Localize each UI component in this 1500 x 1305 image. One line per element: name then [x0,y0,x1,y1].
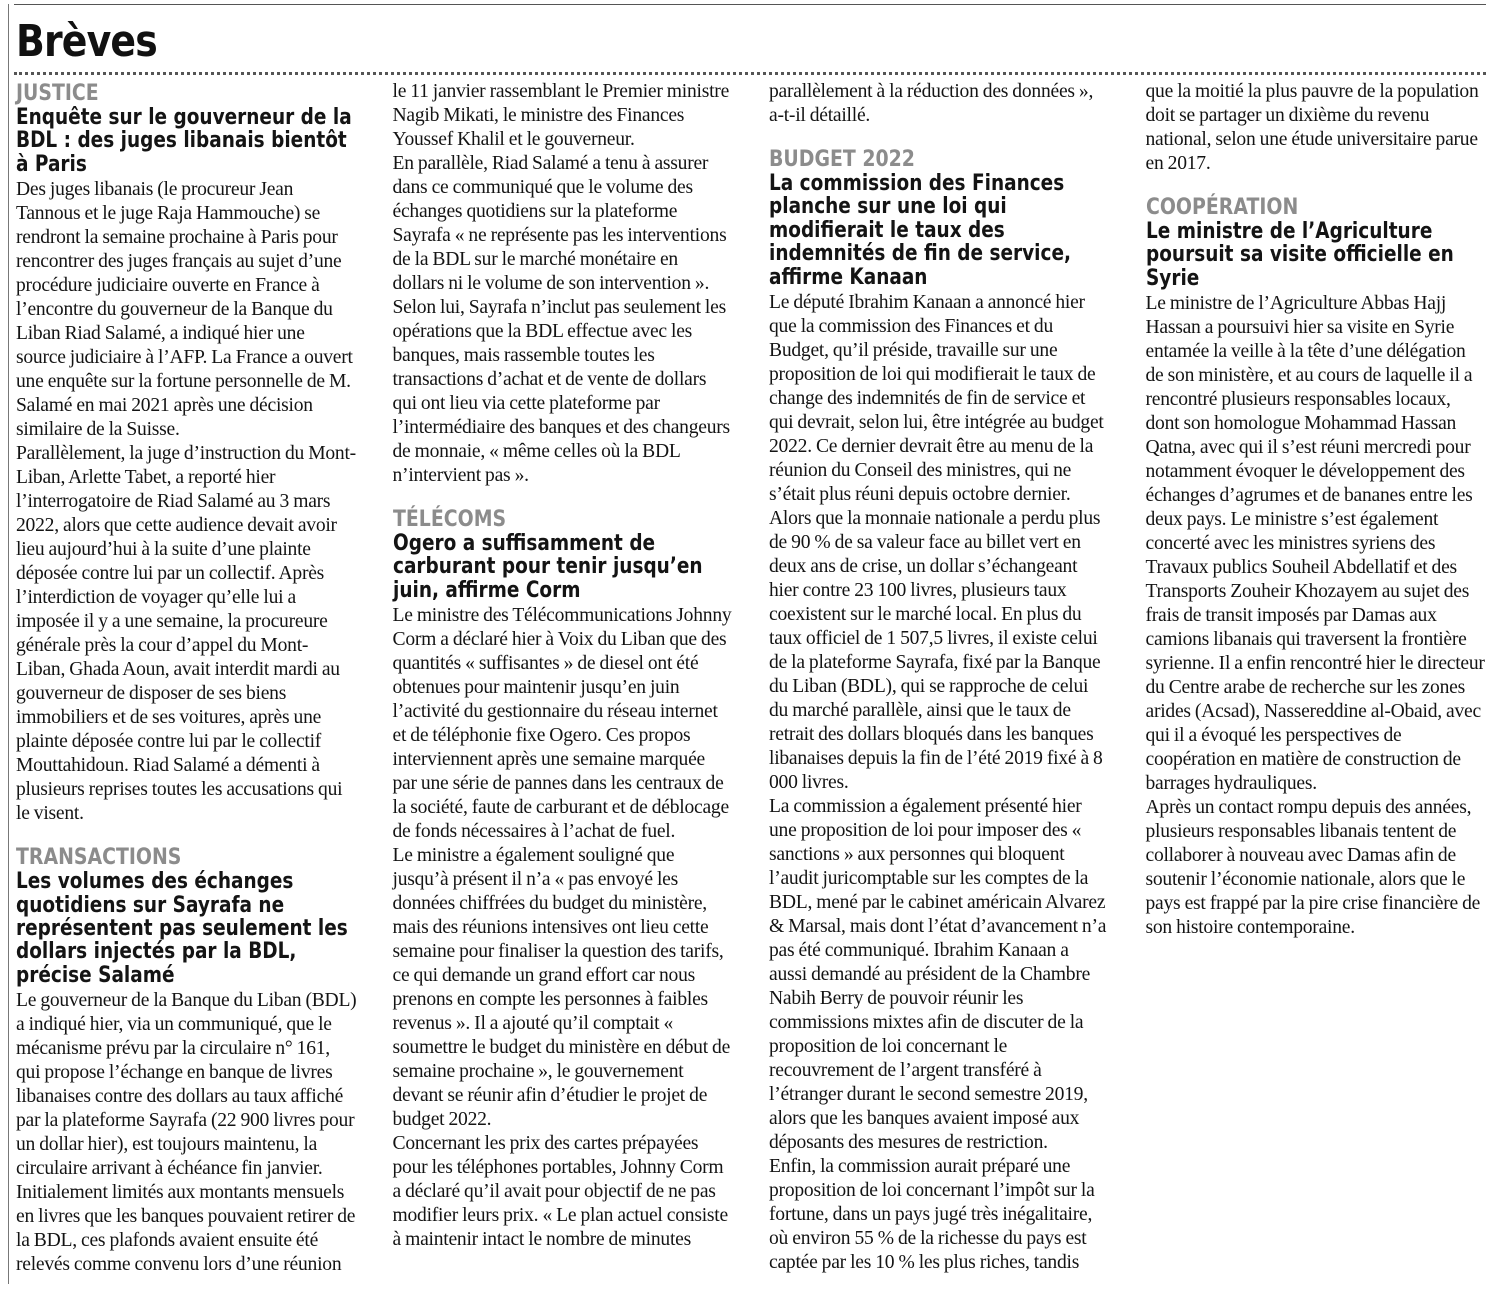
article-paragraph: Le ministre a également souligné que jusqu’à présent il n’a « pas envoyé les données chiffrées du budget du ministère, mais des réunions intensives ont lieu cette semaine pour finaliser la question des tarifs, ce qui demande un grand effort car nous prenons en compte les personnes à faibles revenus ». Il a ajouté qu’il comptait « soumettre le budget du ministère en début de semaine prochaine », le gouvernement devant se réunir afin d’étudier le projet de budget 2022. [392,845,731,1131]
article-columns [16,80,1486,1295]
article-paragraph: Le ministre des Télécommunications Johnny Corm a déclaré hier à Voix du Liban que des quantités « suffisantes » de diesel ont été obtenues pour maintenir jusqu’en juin l’activité du gestionnaire du réseau internet et de téléphonie fixe Ogero. Ces propos interviennent après une semaine marquée par une série de pannes dans les centraux de la société, faute de carburant et de déblocage de fonds nécessaires à l’achat de fuel. [392,605,732,843]
left-rule [8,4,9,1284]
dotted-separator [14,72,1486,75]
article-paragraph: En parallèle, Riad Salamé a tenu à assurer dans ce communiqué que le volume des échanges quotidiens sur la plateforme Sayrafa « ne représente pas les interventions de la BDL sur le marché monétaire en dollars ni le volume de son intervention ». Selon lui, Sayrafa n’inclut pas seulement les opérations que la BDL effectue avec les banques, mais rassemble toutes les transactions d’achat et de vente de dollars qui ont lieu via cette plateforme par l’intermédiaire des banques et des changeurs de monnaie, « même celles où la BDL n’intervient pas ». [392,153,730,486]
article-paragraph: Le ministre de l’Agriculture Abbas Hajj Hassan a poursuivi hier sa visite en Syrie entamée la veille à la tête d’une délégation de son ministère, et au cours de laquelle il a rencontré plusieurs responsables locaux, dont son homologue Mohammad Hassan Qatna, avec qui il s’est réuni mercredi pour notamment évoquer le développement des échanges d’agrumes et de bananes entre les deux pays. Le ministre s’est également concerté avec les ministres syriens des Travaux publics Souheil Abdellatif et des Transports Zouheir Khozayem au sujet des frais de transit imposés par Damas aux camions libanais qui traversent la frontière syrienne. Il a enfin rencontré hier le directeur du Centre arabe de recherche sur les zones arides (Acsad), Nassereddine al-Obaid, avec qui il a évoqué les perspectives de coopération en matière de construction de barrages hydrauliques. [1145,293,1485,795]
article-paragraph: Parallèlement, la juge d’instruction du Mont-Liban, Arlette Tabet, a reporté hier l’interrogatoire de Riad Salamé au 3 mars 2022, alors que cette audience devait avoir lieu aujourd’hui à la suite d’une plainte déposée contre lui par un collectif. Après l’interdiction de voyager qu’elle lui a imposée il y a une semaine, la procureure générale près la cour d’appel du Mont-Liban, Ghada Aoun, avait interdit mardi au gouverneur de disposer de ses biens immobiliers et de ses voitures, après une plainte déposée contre lui par le collectif Mouttahidoun. Riad Salamé a démenti à plusieurs reprises toutes les accusations qui le visent. [16,443,356,825]
article-paragraph: Concernant les prix des cartes prépayées pour les téléphones portables, Johnny Corm a déclaré qu’il avait pour objectif de ne pas modifier leurs prix. « Le plan actuel consiste à maintenir intact le nombre de minutes parallèlement à la réduction des données », a-t-il détaillé. [392,81,1094,1251]
article-paragraph: Le député Ibrahim Kanaan a annoncé hier que la commission des Finances et du Budget, qu’il préside, travaille sur une proposition de loi qui modifierait le taux de change des indemnités de fin de service et qui devrait, selon lui, être intégrée au budget 2022. Ce dernier devrait être au menu de la réunion du Conseil des ministres, qui ne s’était plus réuni depuis octobre dernier. Alors que la monnaie nationale a perdu plus de 90 % de sa valeur face au billet vert en deux ans de crise, un dollar s’échangeant hier contre 23 100 livres, plusieurs taux coexistent sur le marché local. En plus du taux officiel de 1 507,5 livres, il existe celui de la plateforme Sayrafa, fixé par la Banque du Liban (BDL), qui se rapproche de celui du marché parallèle, ainsi que le taux de retrait des dollars bloqués dans les banques libanaises depuis la fin de l’été 2019 fixé à 8 000 livres. [769,292,1104,794]
article-paragraph: Des juges libanais (le procureur Jean Tannous et le juge Raja Hammouche) se rendront la semaine prochaine à Paris pour rencontrer des juges français au sujet d’une procédure judiciaire ouverte en France à l’encontre du gouverneur de la Banque du Liban Riad Salamé, a indiqué hier une source judiciaire à l’AFP. La France a ouvert une enquête sur la fortune personnelle de M. Salamé en mai 2021 après une décision similaire de la Suisse. [16,179,353,441]
page-title: Brèves [16,16,157,67]
section-justice [16,80,357,826]
article-paragraph: Enfin, la commission aurait préparé une proposition de loi concernant l’impôt sur la fortune, dans un pays jugé très inégalitaire, où environ 55 % de la richesse du pays est captée par les 10 % les plus riches, tandis que la moitié la plus pauvre de la population doit se partager un dixième du revenu national, selon une étude universitaire parue en 2017. [769,81,1479,1274]
section-label: BUDGET 2022 [769,146,915,172]
section-label: COOPÉRATION [1145,194,1298,220]
article-headline: Les volumes des échanges quotidiens sur Sayrafa ne représentent pas seulement les dollars injectés par la BDL, précise Salamé [16,869,348,988]
section-label: JUSTICE [16,80,99,106]
article-paragraph: Le gouverneur de la Banque du Liban (BDL) a indiqué hier, via un communiqué, que le mécanisme prévu par la circulaire n° 161, qui propose l’échange en banque de livres libanaises contre des dollars au taux affiché par la plateforme Sayrafa (22 900 livres pour un dollar hier), est toujours maintenu, la circulaire arrivant à échéance fin janvier. Initialement limités aux montants mensuels en livres que les banques pouvaient retirer de la BDL, ces plafonds avaient ensuite été relevés comme convenu lors d’une réunion le 11 janvier rassemblant le Premier ministre Nagib Mikati, le ministre des Finances Youssef Khalil et le gouverneur. [16,81,730,1276]
article-paragraph: Après un contact rompu depuis des années, plusieurs responsables libanais tentent de collaborer à nouveau avec Damas afin de soutenir l’économie nationale, alors que le pays est frappé par la pire crise financière de son histoire contemporaine. [1145,797,1481,939]
section-label: TÉLÉCOMS [392,506,506,532]
top-rule [14,4,1486,5]
article-headline: Le ministre de l’Agriculture poursuit sa visite officielle en Syrie [1145,219,1454,291]
article-headline: Ogero a suffisamment de carburant pour tenir jusqu’en juin, affirme Corm [392,531,703,603]
article-headline: Enquête sur le gouverneur de la BDL : des juges libanais bientôt à Paris [16,105,352,177]
section-cooperation [1146,194,1487,940]
section-label: TRANSACTIONS [16,844,182,871]
article-paragraph: La commission a également présenté hier une proposition de loi pour imposer des « sanctions » aux personnes qui bloquent l’audit juricomptable sur les comptes de la BDL, mené par le cabinet américain Alvarez & Marsal, mais dont l’état d’avancement n’a pas été communiqué. Ibrahim Kanaan a aussi demandé au président de la Chambre Nabih Berry de pouvoir réunir les commissions mixtes afin de discuter de la proposition de loi concernant le recouvrement de l’argent transféré à l’étranger durant le second semestre 2019, alors que les banques avaient imposé aux déposants des mesures de restriction. [769,796,1107,1154]
article-headline: La commission des Finances planche sur une loi qui modifierait le taux des indemnités de fin de service, affirme Kanaan [769,171,1072,290]
